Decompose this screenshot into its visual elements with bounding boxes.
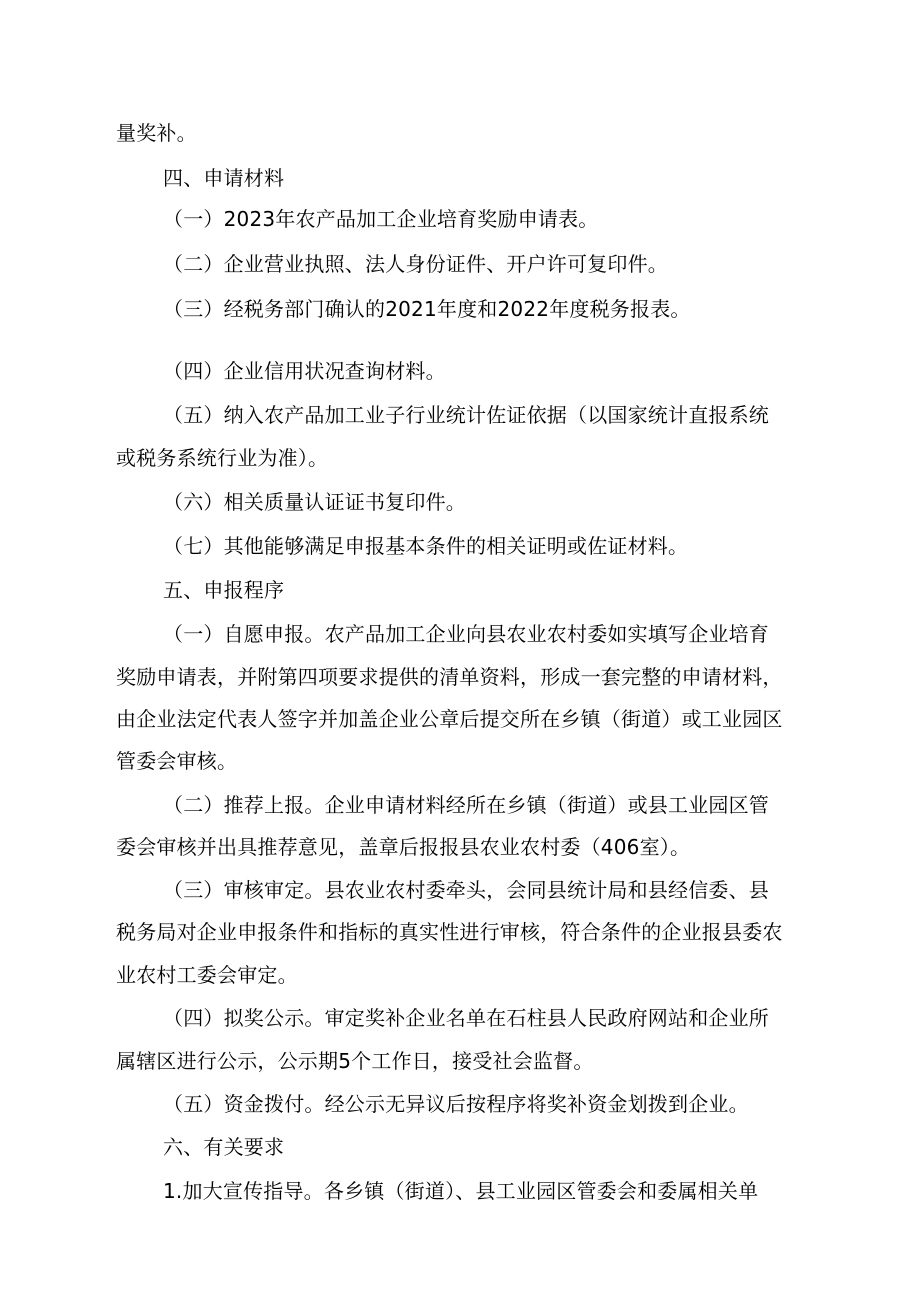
section-5-step-5: （五）资金拨付。经公示无异议后按程序将奖补资金划拨到企业。 [163, 1092, 749, 1116]
section-4-item-3: （三）经税务部门确认的2021年度和2022年度税务报表。 [163, 297, 691, 321]
section-4-heading: 四、申请材料 [163, 166, 285, 190]
section-5-step-1-line-2: 奖励申请表，并附第四项要求提供的清单资料，形成一套完整的申请材料， [116, 665, 783, 689]
section-5-step-2-line-2: 委会审核并出具推荐意见，盖章后报报县农业农村委（406室）。 [116, 835, 691, 859]
section-4-item-6: （六）相关质量认证证书复印件。 [163, 490, 466, 514]
section-6-heading: 六、有关要求 [163, 1135, 285, 1159]
section-5-step-1-line-3: 由企业法定代表人签字并加盖企业公章后提交所在乡镇（街道）或工业园区 [116, 707, 783, 731]
section-4-item-7: （七）其他能够满足申报基本条件的相关证明或佐证材料。 [163, 534, 689, 558]
section-5-step-1-line-1: （一）自愿申报。农产品加工企业向县农业农村委如实填写企业培育 [163, 622, 769, 646]
section-6-requirement-1-line-1: 1.加大宣传指导。各乡镇（街道）、县工业园区管委会和委属相关单 [163, 1179, 759, 1203]
section-4-item-4: （四）企业信用状况查询材料。 [163, 359, 446, 383]
section-5-step-2-line-1: （二）推荐上报。企业申请材料经所在乡镇（街道）或县工业园区管 [163, 793, 769, 817]
section-5-heading: 五、申报程序 [163, 578, 285, 602]
section-4-item-5-line-2: 或税务系统行业为准）。 [116, 446, 329, 470]
section-4-item-1: （一）2023年农产品加工企业培育奖励申请表。 [163, 207, 599, 231]
section-5-step-4-line-2: 属辖区进行公示，公示期5个工作日，接受社会监督。 [116, 1049, 594, 1073]
section-5-step-4-line-1: （四）拟奖公示。审定奖补企业名单在石柱县人民政府网站和企业所 [163, 1006, 769, 1030]
section-4-item-5-line-1: （五）纳入农产品加工业子行业统计佐证依据（以国家统计直报系统 [163, 403, 769, 427]
section-5-step-3-line-3: 业农村工委会审定。 [116, 963, 298, 987]
section-5-step-1-line-4: 管委会审核。 [116, 749, 238, 773]
continuation-text: 量奖补。 [116, 121, 197, 145]
section-4-item-2: （二）企业营业执照、法人身份证件、开户许可复印件。 [163, 252, 668, 276]
section-5-step-3-line-2: 税务局对企业申报条件和指标的真实性进行审核，符合条件的企业报县委农 [116, 920, 783, 944]
section-5-step-3-line-1: （三）审核审定。县农业农村委牵头，会同县统计局和县经信委、县 [163, 878, 769, 902]
